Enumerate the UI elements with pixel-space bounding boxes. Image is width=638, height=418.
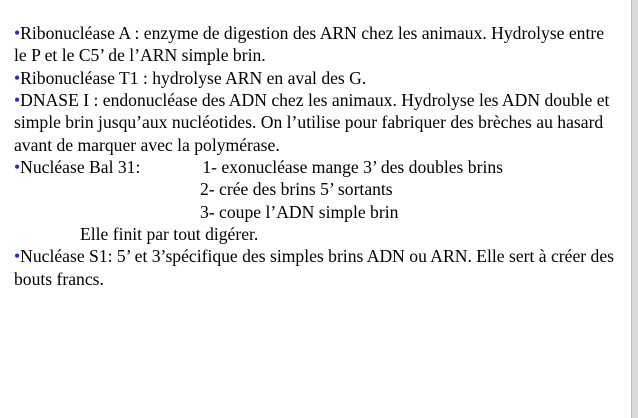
bullet-item-text: Ribonucléase T1 : hydrolyse ARN en aval des G.	[20, 67, 367, 88]
slide-right-edge-strip	[631, 0, 638, 418]
bal31-header-line	[14, 156, 614, 178]
bal31-closing-line: Elle finit par tout digérer.	[80, 224, 259, 245]
bullet-marker-icon: •	[14, 67, 21, 88]
bullet-item-ribonuclease-t1	[14, 67, 614, 89]
bal31-label: Nucléase Bal 31:	[20, 157, 141, 178]
bullet-item-nuclease-bal31	[14, 156, 614, 245]
bullet-item-text: DNASE I : endonucléase des ADN chez les animaux. Hydrolyse les ADN double et simple brin jusqu’aux nucléotides. On l’utilise pour fabriquer des brèches au hasard avant de marquer avec la polymérase.	[14, 90, 610, 155]
bullet-item-text: Nucléase S1: 5’ et 3’spécifique des simples brins ADN ou ARN. Elle sert à créer des bouts francs.	[14, 246, 614, 289]
bullet-marker-icon: •	[14, 246, 21, 267]
bullet-item-dnase-i	[14, 89, 614, 156]
bullet-item-text: Ribonucléase A : enzyme de digestion des ARN chez les animaux. Hydrolyse entre le P et le C5’ de l’ARN simple brin.	[14, 23, 605, 66]
bullet-item-nuclease-s1	[14, 245, 614, 290]
bal31-sub-item-3-line: 3- coupe l’ADN simple brin	[200, 201, 399, 222]
bullet-marker-icon: •	[14, 157, 21, 178]
bullet-marker-icon: •	[14, 90, 21, 111]
slide-text-body	[14, 22, 614, 290]
bullet-item-ribonuclease-a	[14, 22, 614, 67]
bal31-sub-item-2-line: 2- crée des brins 5’ sortants	[200, 179, 393, 200]
bal31-sub-item-1: 1- exonucléase mange 3’ des doubles brins	[202, 157, 503, 178]
bullet-marker-icon: •	[14, 23, 21, 43]
